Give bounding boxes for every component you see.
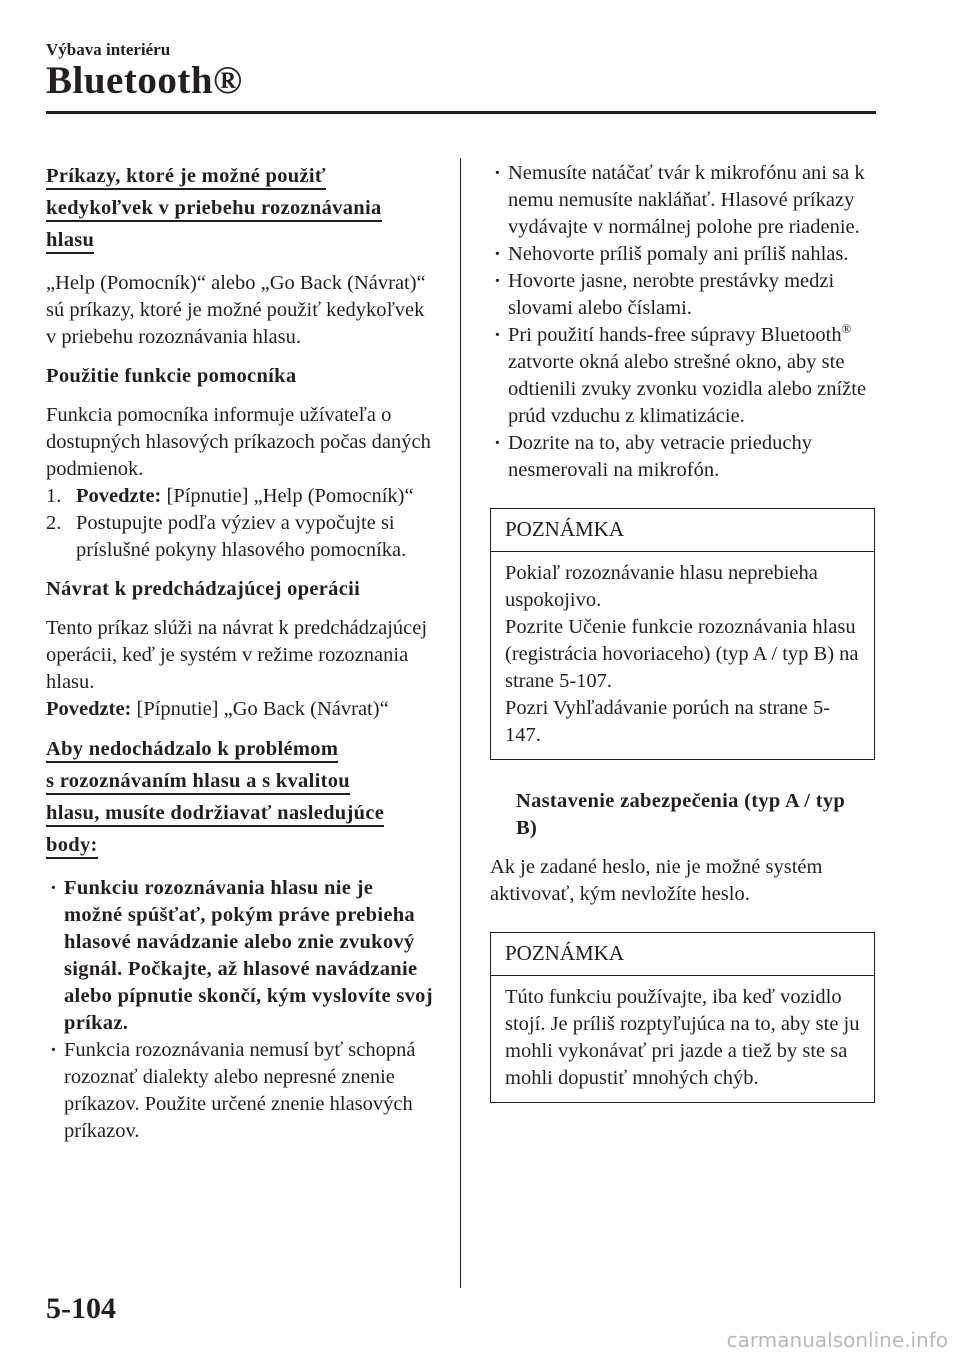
left-column xyxy=(46,160,436,1145)
subheading-help: Použitie funkcie pomocníka xyxy=(46,365,297,387)
step-1: 1. Povedzte: [Pípnutie] „Help (Pomocník)“ xyxy=(46,485,414,507)
underlined-heading-commands: Príkazy, ktoré je možné použiť kedykoľvek v priebehu rozoznávania hlasu xyxy=(46,160,436,256)
note-title: POZNÁMKA xyxy=(491,933,874,976)
section-label: Výbava interiéru xyxy=(46,40,171,59)
page-number: 5-104 xyxy=(46,1292,116,1325)
paragraph-help: Funkcia pomocníka informuje užívateľa o dostupných hlasových príkazoch počas daných podmienok. xyxy=(46,404,431,480)
note-body: Túto funkciu používajte, iba keď vozidlo stojí. Je príliš rozptyľujúca na to, aby ste ju mohli vykonávať pri jazde a tiež by ste sa mohli dopustiť mnohých chýb. xyxy=(505,986,860,1089)
header-rule xyxy=(46,111,876,114)
right-column xyxy=(490,160,875,1103)
bullet-dialects: · Funkcia rozoznávania nemusí byť schopná rozoznať dialekty alebo nepresné znenie príkazov. Použite určené znenie hlasových príkazov. xyxy=(46,1037,436,1145)
paragraph-security: Ak je zadané heslo, nie je možné systém aktivovať, kým nevložíte heslo. xyxy=(490,856,823,905)
paragraph-go-back: Tento príkaz slúži na návrat k predchádzajúcej operácii, keď je systém v režime rozoznania hlasu. xyxy=(46,617,428,693)
note-box-security xyxy=(490,932,875,1103)
watermark-url: carmanualsonline.info xyxy=(726,1328,948,1352)
bullet-vents: · Dozrite na to, aby vetracie prieduchy nesmerovali na mikrofón. xyxy=(490,430,875,484)
note-body: Pokiaľ rozoznávanie hlasu neprebieha uspokojivo. Pozrite Učenie funkcie rozoznávania hlasu (registrácia hovoriaceho) (typ A / typ B) na strane 5-107. Pozri Vyhľadávanie porúch na strane 5-147. xyxy=(505,562,859,746)
subheading-security: Nastavenie zabezpečenia (typ A / typ B) xyxy=(516,790,846,839)
subheading-go-back: Návrat k predchádzajúcej operácii xyxy=(46,578,361,600)
paragraph-commands: „Help (Pomocník)“ alebo „Go Back (Návrat)“ sú príkazy, ktoré je možné použiť kedykoľvek v priebehu rozoznávania hlasu. xyxy=(46,272,426,348)
bullet-clarity: · Hovorte jasne, nerobte prestávky medzi slovami alebo číslami. xyxy=(490,268,875,322)
paragraph-say-go-back: Povedzte: [Pípnutie] „Go Back (Návrat)“ xyxy=(46,698,389,720)
bullet-bluetooth: · Pri použití hands-free súpravy Bluetooth® zatvorte okná alebo strešné okno, aby ste odtienili zvuky zvonku vozidla alebo znížte prúd vzduchu z klimatizácie. xyxy=(490,322,875,430)
bullet-speed: · Nehovorte príliš pomaly ani príliš nahlas. xyxy=(490,241,875,268)
underlined-heading-problems: Aby nedochádzalo k problémom s rozoznávaním hlasu a s kvalitou hlasu, musíte dodržiavať nasledujúce body: xyxy=(46,733,436,861)
step-2: 2. Postupujte podľa výziev a vypočujte si príslušné pokyny hlasového pomocníka. xyxy=(46,512,407,561)
note-title: POZNÁMKA xyxy=(491,509,874,552)
bullet-bold-no-start: · Funkciu rozoznávania hlasu nie je možné spúšťať, pokým práve prebieha hlasové navádzanie alebo znie zvukový signál. Počkajte, až hlasové navádzanie alebo pípnutie skončí, kým vyslovíte svoj príkaz. xyxy=(46,875,436,1037)
page-title: Bluetooth® xyxy=(46,59,243,102)
note-box-recognition xyxy=(490,508,875,760)
column-divider xyxy=(460,158,461,1288)
bullet-microphone: · Nemusíte natáčať tvár k mikrofónu ani sa k nemu nemusíte nakláňať. Hlasové príkazy vydávajte v normálnej polohe pre riadenie. xyxy=(490,160,875,241)
